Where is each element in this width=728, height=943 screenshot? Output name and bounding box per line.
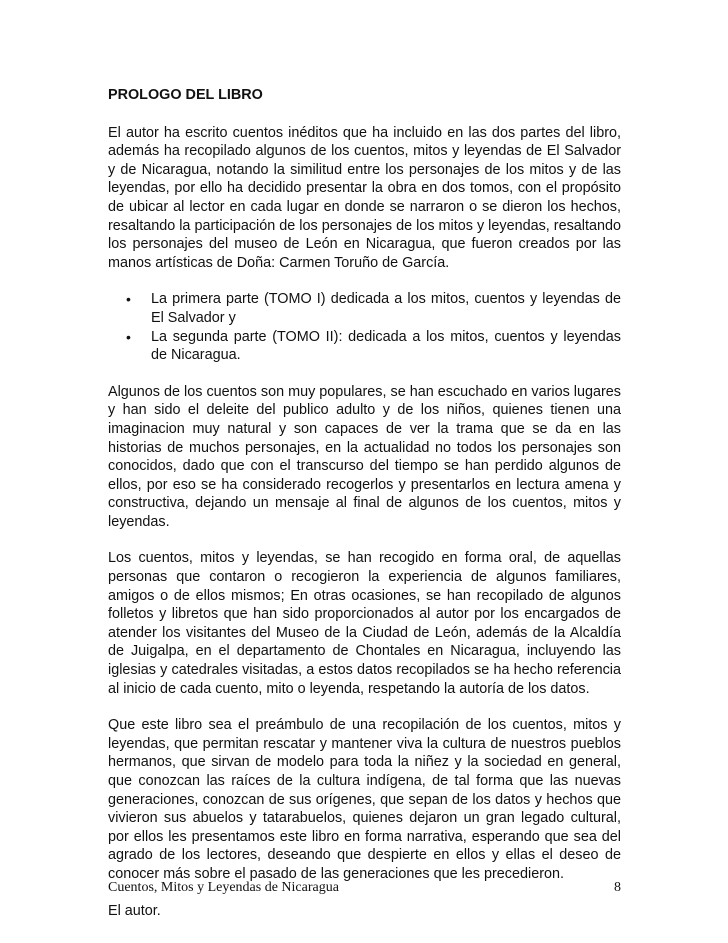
footer-book-title: Cuentos, Mitos y Leyendas de Nicaragua	[108, 880, 339, 895]
document-page	[108, 86, 621, 938]
list-item	[108, 328, 621, 365]
list-item	[108, 290, 621, 327]
paragraph-sources: Los cuentos, mitos y leyendas, se han recogido en forma oral, de aquellas personas que contaron o recogieron la experiencia de algunos familiares, amigos o de ellos mismos; En otras ocasiones, se han recopilado de algunos folletos y libretos que han sido proporcionados al autor por los encargados de atender los visitantes del Museo de la Ciudad de León, además de la Alcaldía de Juigalpa, en el departamento de Chontales en Nicaragua, incluyendo las iglesias y catedrales visitadas, a estos datos recopilados se ha hecho referencia al inicio de cada cuento, mito o leyenda, respetando la autoría de los datos.	[108, 550, 621, 697]
paragraph-intro: El autor ha escrito cuentos inéditos que ha incluido en las dos partes del libro, además ha recopilado algunos de los cuentos, mitos y leyendas de El Salvador y de Nicaragua, notando la similitud entre los personajes de los mitos y de las leyendas, por ello ha decidido presentar la obra en dos tomos, con el propósito de ubicar al lector en cada lugar en donde se narraron o se dieron los hechos, resaltando la participación de los personajes de los mitos y leyendas, resaltando los personajes del museo de León en Nicaragua, que fueron creados por las manos artísticas de Doña: Carmen Toruño de García.	[108, 124, 621, 271]
paragraph-popular-stories: Algunos de los cuentos son muy populares, se han escuchado en varios lugares y han sido el deleite del publico adulto y de los niños, quienes tienen una imaginacion muy natural y son capaces de ver la trama que se da en las historias de muchos personajes, en la actualidad no todos los personajes son conocidos, dado que con el transcurso del tiempo se han perdido algunos de ellos, por eso se ha considerado recogerlos y presentarlos en lectura amena y constructiva, dejando un mensaje al final de algunos de los cuentos, mitos y leyendas.	[108, 383, 621, 530]
page-footer	[108, 879, 621, 897]
page-title: PROLOGO DEL LIBRO	[108, 87, 263, 103]
list-item-text: La segunda parte (TOMO II): dedicada a los mitos, cuentos y leyendas de Nicaragua.	[151, 328, 621, 364]
bullet-icon: •	[126, 328, 131, 345]
tomo-list	[108, 290, 621, 364]
bullet-icon: •	[126, 291, 131, 308]
signature-text: El autor.	[108, 902, 161, 919]
list-item-text: La primera parte (TOMO I) dedicada a los mitos, cuentos y leyendas de El Salvador y	[151, 291, 621, 326]
paragraph-purpose: Que este libro sea el preámbulo de una recopilación de los cuentos, mitos y leyendas, que permitan rescatar y mantener viva la cultura de nuestros pueblos hermanos, que sirvan de modelo para toda la niñez y la sociedad en general, que conozcan las raíces de la cultura indígena, de tal forma que las nuevas generaciones, conozcan de sus orígenes, que sepan de los datos y hechos que vivieron sus abuelos y tatarabuelos, quienes dejaron un gran legado cultural, por ellos les presentamos este libro en forma narrativa, esperando que sea del agrado de los lectores, deseando que despierte en ellos y ellas el deseo de conocer más sobre el pasado de las generaciones que les precedieron.	[108, 717, 621, 882]
page-number: 8	[614, 880, 621, 895]
